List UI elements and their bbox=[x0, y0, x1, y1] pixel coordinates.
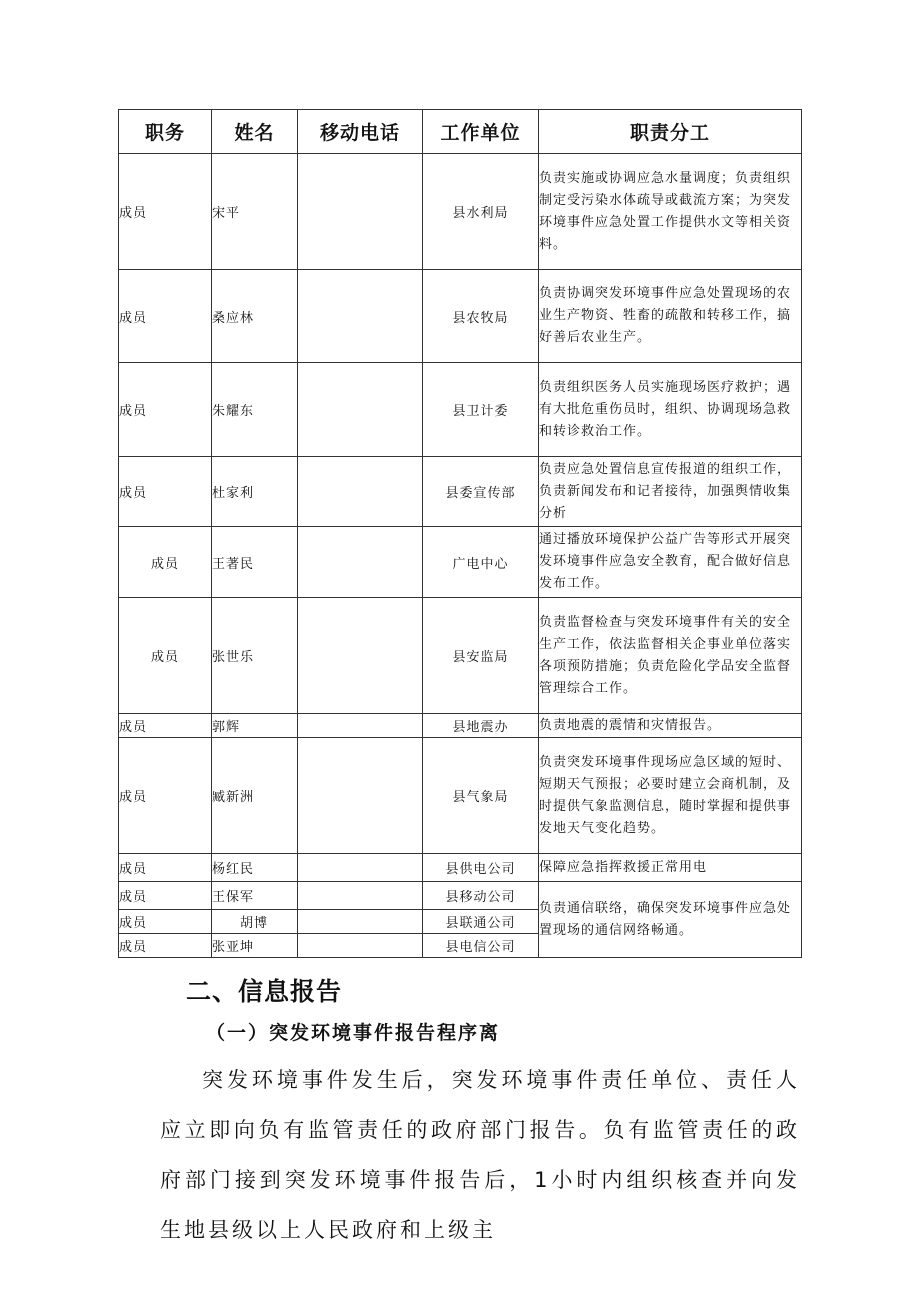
role-cell: 成员 bbox=[119, 738, 212, 854]
table-row bbox=[119, 854, 802, 882]
name-cell: 郭辉 bbox=[212, 714, 298, 738]
role-cell: 成员 bbox=[119, 934, 212, 958]
name-cell: 朱耀东 bbox=[212, 363, 298, 457]
phone-cell bbox=[298, 882, 423, 910]
unit-cell: 县农牧局 bbox=[423, 270, 539, 363]
role-cell: 成员 bbox=[119, 882, 212, 910]
duty-cell: 负责实施或协调应急水量调度；负责组织制定受污染水体疏导或截流方案；为突发环境事件应急处置工作提供水文等相关资料。 bbox=[539, 154, 802, 270]
table-row bbox=[119, 457, 802, 527]
unit-cell: 县移动公司 bbox=[423, 882, 539, 910]
table-row bbox=[119, 598, 802, 714]
phone-cell bbox=[298, 934, 423, 958]
unit-cell: 县水利局 bbox=[423, 154, 539, 270]
header-duty: 职责分工 bbox=[539, 110, 802, 154]
phone-cell bbox=[298, 738, 423, 854]
unit-cell: 广电中心 bbox=[423, 527, 539, 598]
table-row bbox=[119, 270, 802, 363]
responsibility-table bbox=[118, 109, 802, 958]
name-cell: 宋平 bbox=[212, 154, 298, 270]
phone-cell bbox=[298, 854, 423, 882]
duty-cell: 负责地震的震情和灾情报告。 bbox=[539, 714, 802, 738]
unit-cell: 县卫计委 bbox=[423, 363, 539, 457]
duty-cell: 负责组织医务人员实施现场医疗救护；遇有大批危重伤员时，组织、协调现场急救和转诊救治工作。 bbox=[539, 363, 802, 457]
name-cell: 张亚坤 bbox=[212, 934, 298, 958]
role-cell: 成员 bbox=[119, 270, 212, 363]
phone-cell bbox=[298, 270, 423, 363]
duty-cell: 负责突发环境事件现场应急区域的短时、短期天气预报；必要时建立会商机制，及时提供气象监测信息，随时掌握和提供事发地天气变化趋势。 bbox=[539, 738, 802, 854]
role-cell: 成员 bbox=[119, 154, 212, 270]
unit-cell: 县安监局 bbox=[423, 598, 539, 714]
name-cell: 王著民 bbox=[212, 527, 298, 598]
name-cell: 胡博 bbox=[212, 910, 298, 934]
table-row bbox=[119, 882, 802, 910]
name-cell: 杜家利 bbox=[212, 457, 298, 527]
role-cell: 成员 bbox=[119, 598, 212, 714]
duty-cell: 负责应急处置信息宣传报道的组织工作，负责新闻发布和记者接待，加强舆情收集分析 bbox=[539, 457, 802, 527]
body-paragraph: 突发环境事件发生后，突发环境事件责任单位、责任人应立即向负有监管责任的政府部门报告。负有监管责任的政府部门接到突发环境事件报告后，1小时内组织核查并向发生地县级以上人民政府和上级主 bbox=[160, 1068, 800, 1242]
phone-cell bbox=[298, 910, 423, 934]
role-cell: 成员 bbox=[119, 457, 212, 527]
role-cell: 成员 bbox=[119, 714, 212, 738]
phone-cell bbox=[298, 527, 423, 598]
phone-cell bbox=[298, 598, 423, 714]
phone-cell bbox=[298, 363, 423, 457]
phone-cell bbox=[298, 457, 423, 527]
duty-cell: 保障应急指挥救援正常用电 bbox=[539, 854, 802, 882]
name-cell: 张世乐 bbox=[212, 598, 298, 714]
table-header-row bbox=[119, 110, 802, 154]
unit-cell: 县电信公司 bbox=[423, 934, 539, 958]
unit-cell: 县联通公司 bbox=[423, 910, 539, 934]
table-row bbox=[119, 154, 802, 270]
name-cell: 桑应林 bbox=[212, 270, 298, 363]
table-row bbox=[119, 363, 802, 457]
section-heading: 二、信息报告 bbox=[186, 977, 343, 1006]
name-cell: 臧新洲 bbox=[212, 738, 298, 854]
role-cell: 成员 bbox=[119, 363, 212, 457]
header-role: 职务 bbox=[119, 110, 212, 154]
name-cell: 杨红民 bbox=[212, 854, 298, 882]
unit-cell: 县委宣传部 bbox=[423, 457, 539, 527]
duty-cell: 负责监督检查与突发环境事件有关的安全生产工作，依法监督相关企事业单位落实各项预防措施；负责危险化学品安全监督管理综合工作。 bbox=[539, 598, 802, 714]
phone-cell bbox=[298, 154, 423, 270]
unit-cell: 县供电公司 bbox=[423, 854, 539, 882]
duty-cell: 负责协调突发环境事件应急处置现场的农业生产物资、牲畜的疏散和转移工作，搞好善后农业生产。 bbox=[539, 270, 802, 363]
role-cell: 成员 bbox=[119, 910, 212, 934]
role-cell: 成员 bbox=[119, 527, 212, 598]
name-cell: 王保军 bbox=[212, 882, 298, 910]
header-name: 姓名 bbox=[212, 110, 298, 154]
table-row bbox=[119, 714, 802, 738]
sub-heading: （一）突发环境事件报告程序离 bbox=[206, 1022, 501, 1044]
shared-duty-cell: 负责通信联络，确保突发环境事件应急处置现场的通信网络畅通。 bbox=[539, 882, 802, 958]
table-row bbox=[119, 738, 802, 854]
header-unit: 工作单位 bbox=[423, 110, 539, 154]
table-row bbox=[119, 527, 802, 598]
unit-cell: 县地震办 bbox=[423, 714, 539, 738]
role-cell: 成员 bbox=[119, 854, 212, 882]
unit-cell: 县气象局 bbox=[423, 738, 539, 854]
duty-cell: 通过播放环境保护公益广告等形式开展突发环境事件应急安全教育，配合做好信息发布工作。 bbox=[539, 527, 802, 598]
header-phone: 移动电话 bbox=[298, 110, 423, 154]
phone-cell bbox=[298, 714, 423, 738]
